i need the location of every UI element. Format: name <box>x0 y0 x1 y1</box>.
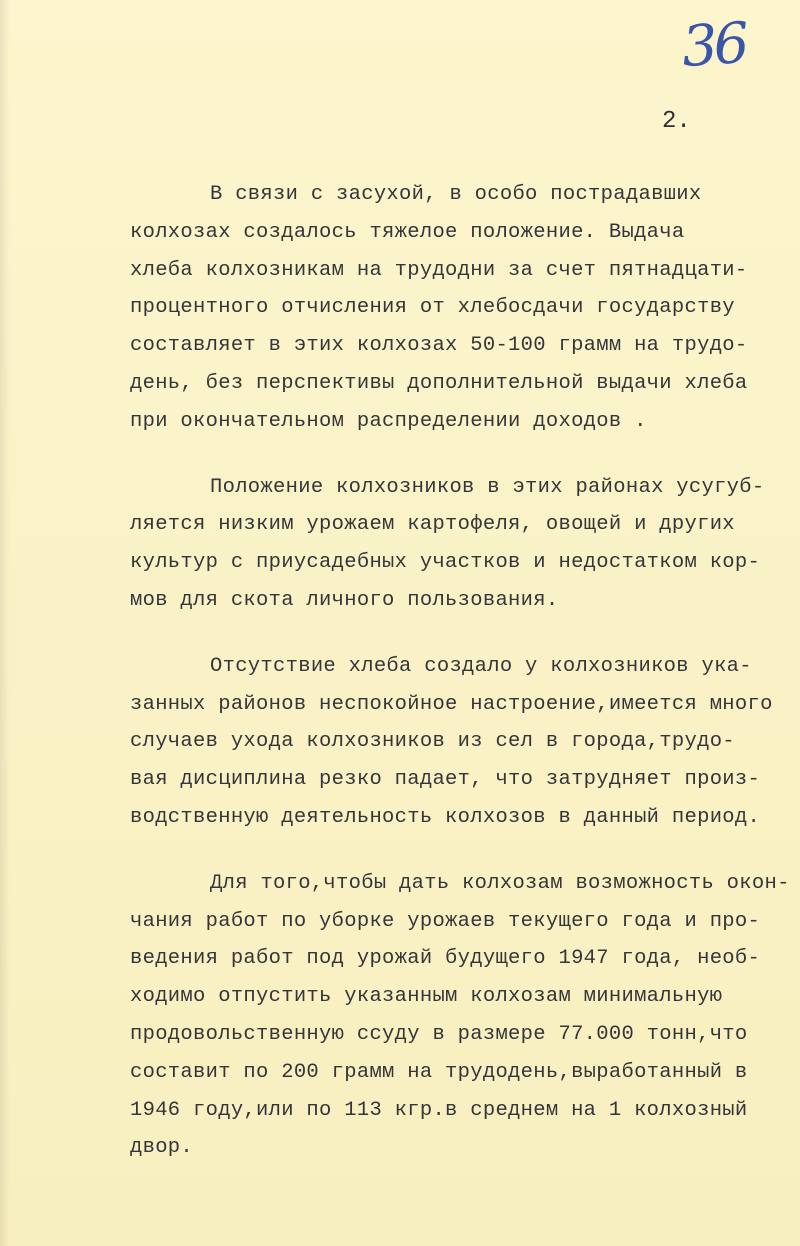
text-line: водственную деятельность колхозов в данный период. <box>130 805 761 829</box>
document-body <box>130 176 790 1195</box>
text-line: Положение колхозников в этих районах усугуб- <box>210 475 765 499</box>
text-line: Для того,чтобы дать колхозам возможность окон- <box>210 871 790 895</box>
text-line: составит по 200 грамм на трудодень,выработанный в <box>130 1060 748 1084</box>
text-line: при окончательном распределении доходов . <box>130 409 647 433</box>
text-line: день, без перспективы дополнительной выдачи хлеба <box>130 371 748 395</box>
text-line: занных районов неспокойное настроение,имеется много <box>130 692 773 716</box>
text-line: ляется низким урожаем картофеля, овощей и других <box>130 513 735 537</box>
paragraph-drought <box>130 176 770 441</box>
text-line: случаев ухода колхозников из сел в города,трудо- <box>130 730 735 754</box>
text-line: продовольственную ссуду в размере 77.000 тонн,что <box>130 1022 748 1046</box>
text-line: 1946 году,или по 113 кгр.в среднем на 1 колхозный <box>130 1098 748 1122</box>
text-line: двор. <box>130 1136 194 1160</box>
text-line: процентного отчисления от хлебосдачи государству <box>130 296 735 320</box>
text-line: В связи с засухой, в особо пострадавших <box>210 183 702 206</box>
page-number: 2. <box>662 108 691 135</box>
text-line: ходимо отпустить указанным колхозам минимальную <box>130 985 723 1009</box>
text-line: составляет в этих колхозах 50-100 грамм на трудо- <box>130 334 748 358</box>
text-line: культур с приусадебных участков и недостатком кор- <box>130 551 761 575</box>
text-line: чания работ по уборке урожаев текущего года и про- <box>130 909 761 933</box>
text-line: хлеба колхозникам на трудодни за счет пятнадцати- <box>130 258 748 282</box>
paragraph-loan <box>130 865 790 1167</box>
text-line: Отсутствие хлеба создало у колхозников ука- <box>210 654 752 678</box>
text-line: вая дисциплина резко падает, что затрудняет произ- <box>130 768 761 792</box>
paragraph-situation <box>130 469 770 620</box>
text-line: ведения работ под урожай будущего 1947 года, необ- <box>130 947 761 971</box>
text-line: колхозах создалось тяжелое положение. Выдача <box>130 220 685 244</box>
text-line: мов для скота личного пользования. <box>130 588 559 612</box>
paragraph-mood <box>130 648 773 837</box>
archive-sheet-number: 36 <box>679 10 748 81</box>
